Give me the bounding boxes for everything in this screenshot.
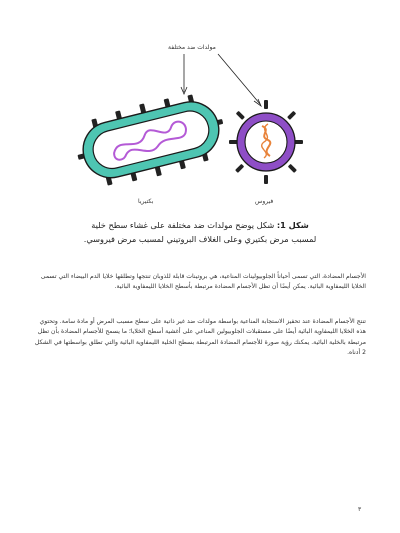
bacteria-label: بكتيريا — [138, 198, 154, 205]
virus-illustration — [229, 100, 303, 184]
arrow-to-virus — [218, 54, 260, 104]
arrowhead-virus — [254, 99, 261, 106]
caption-line-1-text: شكل يوضح مولدات ضد مختلفة على غشاء سطح خلية — [91, 220, 277, 230]
caption-line-2: لمسبب مرض بكتيري وعلى الغلاف البروتيني لمسبب مرض فيروسي. — [83, 234, 317, 244]
caption-prefix: شكل 1: — [276, 220, 309, 230]
page-number: ٣ — [358, 506, 362, 513]
bacteria-illustration — [69, 86, 231, 194]
paragraph-1: الأجسام المضادة، التي تسمى أحياناً الجلوبيولينات المناعية، هي بروتينات قابلة للذوبان تنتجها وتطلقها خلايا الدم البيضاء التي تسمى الخلايا الليمفاوية البائية. يمكن أيضًا أن تظل الأجسام المضادة مرتبطة بأسطح الخلايا الليمفاوية البائية. — [40, 273, 366, 291]
antigens-label: مولدات ضد مختلفة — [168, 44, 216, 51]
paragraph-2: تنتج الأجسام المضادة عند تحفيز الاستجابة المناعية بواسطة مولدات ضد غير ذاتية على سطح مسبب المرض أو مادة سامة. وتحتوي هذه الخلايا الليمفاوية البائية أيضًا على مستقبلات الجلوبيولين المناعي على أغشية أسطح الخلايا؛ ما يسمح للأجسام المضادة بأن تظل مرتبطة بالخلية البائية. يمكنك رؤية صورة للأجسام المضادة المرتبطة بسطح الخلية الليمفاوية البائية والتي تطلق بواسطتها في الشكل 2 أدناه. — [34, 318, 366, 356]
caption-line-1 — [60, 218, 340, 232]
figure-1 — [0, 0, 400, 215]
virus-label: فيروس — [255, 198, 274, 205]
figure-caption — [60, 218, 340, 246]
figure-illustration — [0, 0, 400, 215]
